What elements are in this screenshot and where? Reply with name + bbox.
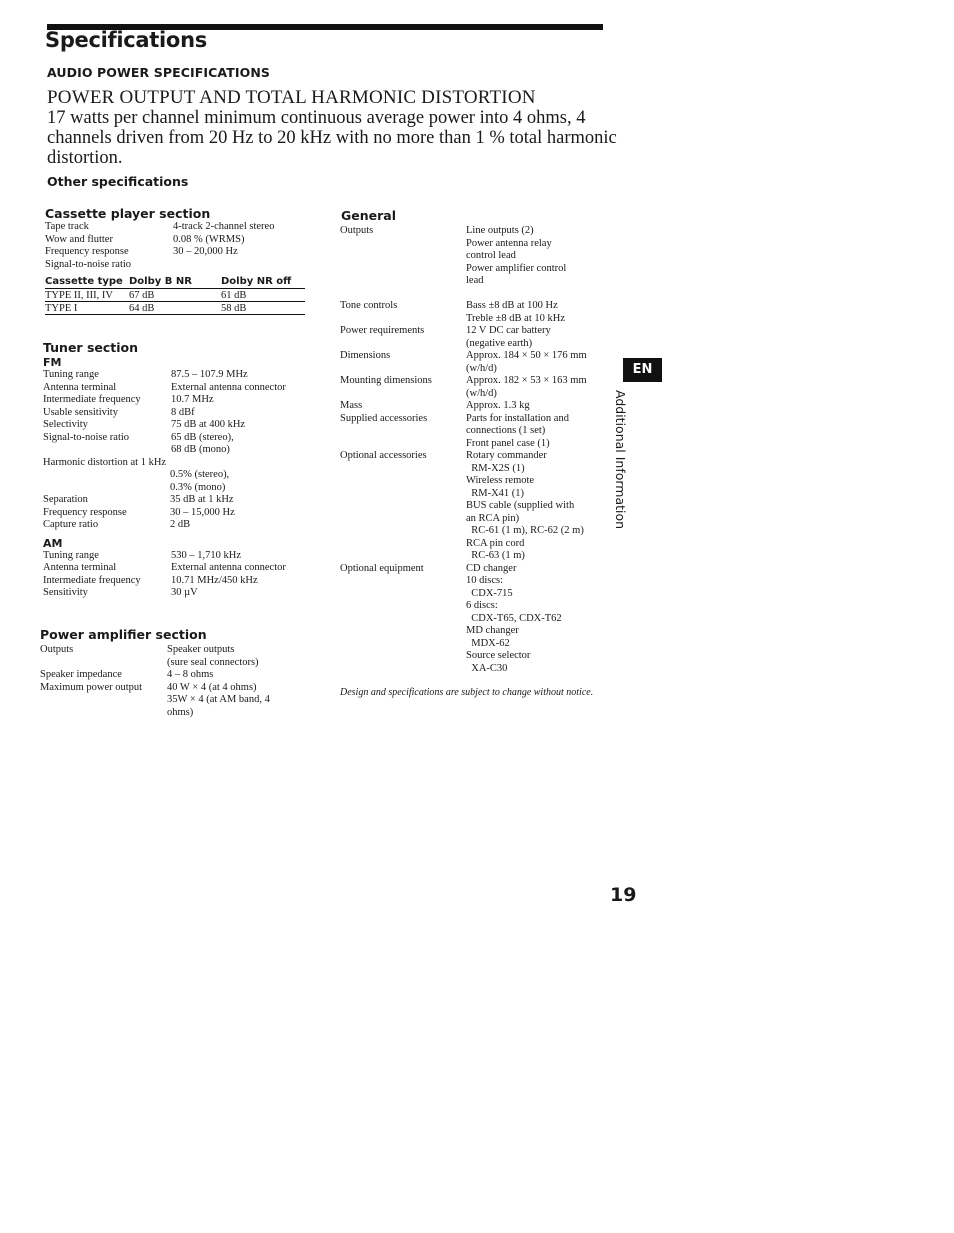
fm-spec-list-2: [43, 469, 323, 532]
spec-row: [340, 413, 615, 426]
spec-row: [45, 246, 315, 259]
spec-value: control lead: [466, 250, 516, 261]
spec-label: Separation: [43, 494, 88, 505]
spec-value: 30 – 15,000 Hz: [170, 506, 235, 518]
spec-label: Usable sensitivity: [43, 406, 118, 418]
spec-value: BUS cable (supplied with: [466, 500, 575, 511]
spec-value: Approx. 184 × 50 × 176 mm: [466, 350, 587, 361]
spec-row: [43, 575, 323, 588]
am-spec-list: [43, 550, 323, 600]
spec-label: Antenna terminal: [43, 562, 117, 573]
spec-value: RM-X41 (1): [466, 487, 525, 499]
spec-row: [340, 263, 615, 276]
spec-value: 75 dB at 400 kHz: [171, 419, 246, 430]
spec-label: Wow and flutter: [45, 233, 113, 245]
spec-value: (w/h/d): [466, 362, 497, 374]
amp-spec-list: [40, 644, 320, 719]
spec-value: 4 – 8 ohms: [167, 669, 214, 680]
spec-row: [43, 382, 323, 395]
spec-value: ohms): [167, 706, 194, 718]
spec-value: 0.3% (mono): [170, 481, 226, 493]
spec-label: Optional accessories: [340, 450, 427, 461]
dolby-header-nr-off: Dolby NR off: [221, 274, 305, 289]
spec-value: Approx. 1.3 kg: [466, 400, 530, 411]
spec-label: Tone controls: [340, 300, 398, 311]
side-tab: [613, 390, 640, 530]
table-cell: 58 dB: [221, 302, 305, 315]
spec-row: [340, 275, 615, 288]
spec-value: Line outputs (2): [466, 225, 534, 236]
spec-label: Optional equipment: [340, 562, 424, 574]
spec-row: [340, 425, 615, 438]
general-section-title: General: [341, 208, 396, 223]
spec-label: Intermediate frequency: [43, 574, 141, 586]
spec-value: RC-61 (1 m), RC-62 (2 m): [466, 525, 584, 536]
spec-label: Capture ratio: [43, 519, 99, 530]
spec-row: [45, 234, 315, 247]
spec-row: [340, 550, 615, 563]
table-cell: 64 dB: [129, 302, 221, 315]
spec-value: 8 dBf: [171, 406, 195, 418]
spec-row: [340, 588, 615, 601]
spec-value: MD changer: [466, 625, 519, 636]
am-subtitle: AM: [43, 536, 63, 550]
table-cell: TYPE II, III, IV: [45, 289, 129, 302]
spec-value: 87.5 – 107.9 MHz: [171, 369, 248, 380]
spec-value: Power amplifier control: [466, 262, 567, 274]
side-tab-label: Additional Information: [613, 390, 628, 530]
spec-label: Signal-to-noise ratio: [43, 431, 130, 443]
power-amplifier-section: [40, 627, 320, 719]
spec-row: [340, 575, 615, 588]
table-row: [45, 302, 305, 315]
spec-row: [340, 250, 615, 263]
spec-label: Tuning range: [43, 549, 99, 561]
spec-label: Outputs: [40, 644, 74, 655]
spec-row: [340, 363, 615, 376]
spec-row: [340, 663, 615, 676]
fm-subtitle: FM: [43, 356, 62, 369]
dolby-table: [45, 274, 305, 315]
spec-row: [340, 513, 615, 526]
spec-row: [43, 550, 323, 563]
spec-value: CDX-715: [466, 587, 513, 599]
spec-row: [43, 507, 323, 520]
spec-row: [43, 562, 323, 575]
spec-row: [340, 375, 615, 388]
spec-value: Speaker outputs: [167, 644, 235, 655]
spec-label: Power requirements: [340, 325, 425, 336]
spec-row: [43, 469, 323, 482]
spec-row: [340, 600, 615, 613]
table-cell: TYPE I: [45, 302, 129, 315]
language-badge: EN: [623, 358, 662, 382]
tuner-section: [43, 340, 323, 600]
spec-value: CDX-T65, CDX-T62: [466, 612, 562, 624]
spec-row: [43, 419, 323, 432]
spec-row: [40, 694, 320, 707]
spec-row: [340, 225, 615, 238]
dolby-header-type: Cassette type: [45, 274, 129, 289]
power-amplifier-title: Power amplifier section: [40, 627, 207, 642]
spec-value: Source selector: [466, 650, 531, 661]
spec-value: 68 dB (mono): [171, 444, 230, 455]
spec-value: Rotary commander: [466, 450, 547, 461]
spec-value: XA-C30: [466, 662, 508, 674]
spec-label: Mass: [340, 400, 363, 411]
spec-row: [340, 525, 615, 538]
spec-label: Frequency response: [43, 506, 127, 518]
spec-row: [43, 407, 323, 420]
spec-value: Wireless remote: [466, 475, 535, 486]
spec-value: 12 V DC car battery: [466, 325, 551, 336]
spec-row: [340, 300, 615, 313]
spec-row: [340, 438, 615, 451]
spec-value: 30 – 20,000 Hz: [173, 246, 238, 257]
dolby-header-b-nr: Dolby B NR: [129, 274, 221, 289]
spec-label: Tape track: [45, 221, 89, 232]
spec-row: [340, 488, 615, 501]
spec-row: [43, 494, 323, 507]
spec-row: [40, 669, 320, 682]
spec-row: [340, 638, 615, 651]
spec-row: [43, 519, 323, 532]
spec-label: Frequency response: [45, 246, 129, 257]
spec-row: [43, 394, 323, 407]
spec-value: External antenna connector: [171, 381, 286, 393]
spec-row: [40, 707, 320, 720]
spec-row: [40, 682, 320, 695]
spec-label: Selectivity: [43, 419, 88, 430]
audio-power-heading: AUDIO POWER SPECIFICATIONS: [47, 65, 270, 80]
table-row: [45, 289, 305, 302]
spec-label: Sensitivity: [43, 587, 88, 598]
spec-row: [340, 388, 615, 401]
spec-value: Power antenna relay: [466, 237, 552, 249]
cassette-section: [45, 206, 315, 315]
spec-value: Parts for installation and: [466, 412, 569, 424]
page-number: 19: [610, 884, 637, 906]
spec-row: [340, 475, 615, 488]
spec-row: [340, 563, 615, 576]
spec-row: [340, 288, 615, 301]
spec-row: [45, 221, 315, 234]
spec-row: [40, 644, 320, 657]
spec-label: Signal-to-noise ratio: [45, 258, 132, 270]
spec-value: 10.71 MHz/450 kHz: [171, 574, 258, 586]
spec-row: [340, 500, 615, 513]
spec-value: RC-63 (1 m): [466, 550, 525, 561]
spec-row: [340, 463, 615, 476]
spec-row: [340, 538, 615, 551]
spec-value: Approx. 182 × 53 × 163 mm: [466, 375, 587, 386]
spec-value: an RCA pin): [466, 512, 520, 524]
spec-row: [45, 259, 315, 272]
spec-value: connections (1 set): [466, 425, 546, 436]
cassette-spec-list: [45, 221, 315, 271]
spec-value: 530 – 1,710 kHz: [171, 549, 241, 561]
spec-value: 0.08 % (WRMS): [173, 233, 245, 245]
spec-value: 4-track 2-channel stereo: [173, 221, 275, 232]
spec-row: [340, 625, 615, 638]
spec-value: External antenna connector: [171, 562, 286, 573]
harmonic-distortion-label: Harmonic distortion at 1 kHz: [43, 456, 167, 468]
disclaimer-note: Design and specifications are subject to change without notice.: [340, 687, 594, 698]
spec-value: 6 discs:: [466, 600, 498, 611]
spec-value: MDX-62: [466, 637, 510, 649]
page-title: Specifications: [45, 28, 207, 52]
spec-value: 10.7 MHz: [171, 394, 214, 405]
spec-row: [43, 482, 323, 495]
spec-value: Bass ±8 dB at 100 Hz: [466, 300, 558, 311]
spec-label: Outputs: [340, 225, 374, 236]
spec-value: 35W × 4 (at AM band, 4: [167, 694, 270, 705]
spec-label: Speaker impedance: [40, 669, 122, 680]
spec-row: [340, 338, 615, 351]
spec-value: (w/h/d): [466, 387, 497, 399]
spec-value: RCA pin cord: [466, 537, 525, 549]
spec-value: Treble ±8 dB at 10 kHz: [466, 312, 565, 324]
spec-row: [340, 400, 615, 413]
spec-value: 35 dB at 1 kHz: [170, 494, 234, 505]
spec-value: 0.5% (stereo),: [170, 469, 230, 480]
spec-value: RM-X2S (1): [466, 462, 525, 474]
table-cell: 67 dB: [129, 289, 221, 302]
spec-row: [43, 444, 323, 457]
spec-label: Supplied accessories: [340, 412, 428, 424]
spec-value: 2 dB: [170, 519, 191, 530]
spec-row: [43, 369, 323, 382]
spec-row: [43, 432, 323, 445]
power-output-text: 17 watts per channel minimum continuous average power into 4 ohms, 4 channels driven from 20 Hz to 20 kHz with no more than 1 % total harmonic distortion.: [47, 108, 617, 168]
spec-value: 10 discs:: [466, 575, 504, 586]
spec-value: (negative earth): [466, 337, 533, 349]
spec-value: 30 µV: [171, 587, 198, 598]
table-cell: 61 dB: [221, 289, 305, 302]
spec-value: Front panel case (1): [466, 437, 550, 449]
spec-row: [340, 450, 615, 463]
spec-row: [340, 350, 615, 363]
other-specifications-heading: Other specifications: [47, 174, 189, 189]
spec-row: [340, 313, 615, 326]
spec-label: Maximum power output: [40, 681, 143, 693]
spec-value: (sure seal connectors): [167, 656, 259, 668]
spec-label: Intermediate frequency: [43, 394, 141, 405]
cassette-section-title: Cassette player section: [45, 206, 211, 221]
general-section: [340, 208, 615, 699]
spec-row: [40, 657, 320, 670]
spec-label: Dimensions: [340, 350, 391, 361]
spec-row: [43, 587, 323, 600]
tuner-section-title: Tuner section: [43, 340, 139, 355]
spec-row: [340, 238, 615, 251]
fm-spec-list: [43, 369, 323, 457]
power-output-heading: POWER OUTPUT AND TOTAL HARMONIC DISTORTION: [47, 87, 536, 108]
spec-row: [340, 613, 615, 626]
spec-value: 65 dB (stereo),: [171, 431, 234, 443]
spec-value: lead: [466, 275, 484, 286]
spec-row: [340, 325, 615, 338]
spec-value: 40 W × 4 (at 4 ohms): [167, 681, 257, 693]
spec-value: CD changer: [466, 562, 517, 574]
general-spec-list: [340, 225, 615, 675]
spec-row: [340, 650, 615, 663]
spec-label: Mounting dimensions: [340, 375, 432, 386]
spec-label: Antenna terminal: [43, 381, 117, 393]
spec-label: Tuning range: [43, 369, 99, 380]
